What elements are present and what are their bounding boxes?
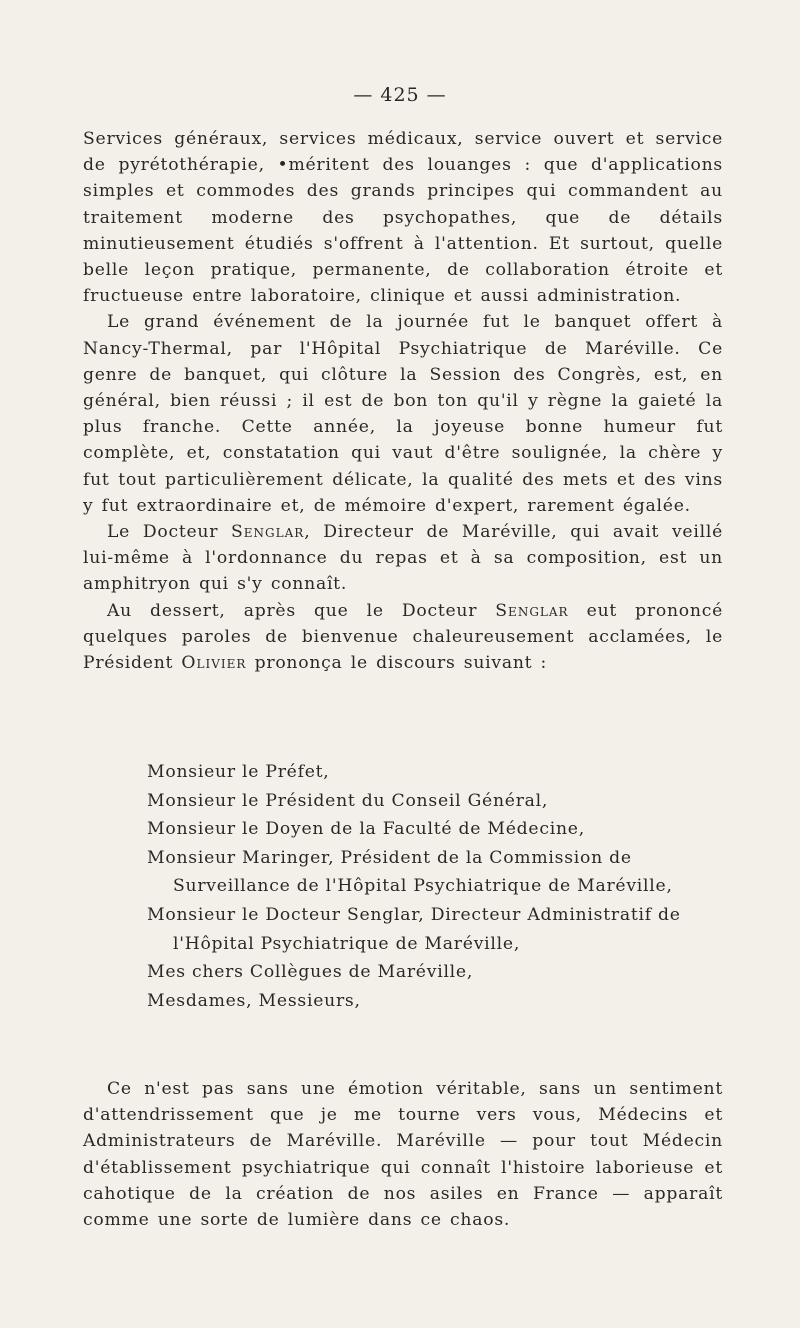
salutation-line: Mesdames, Messieurs, — [147, 990, 361, 1011]
salutation-line: Monsieur le Préfet, — [147, 762, 330, 782]
salutations-list — [147, 758, 747, 1015]
paragraph-senglar-before: Le Docteur — [107, 522, 231, 543]
paragraph-senglar-after: , Directeur de Maréville, qui avait veillé lui-même à l'ordonnance du repas et à sa composition, est un amphitryon qui s'y connaît. — [83, 522, 723, 595]
paragraph-dessert-before: Au dessert, après que le Docteur — [107, 600, 496, 621]
paragraph-dessert-after: prononça le discours suivant : — [246, 653, 548, 674]
salutation-line: Monsieur le Docteur Senglar, Directeur Administratif de l'Hôpital Psychiatrique de Maréville, — [147, 904, 681, 954]
closing-paragraph — [83, 1076, 723, 1233]
page-number: — 425 — — [353, 84, 447, 106]
salutation-line: Monsieur Maringer, Président de la Commission de Surveillance de l'Hôpital Psychiatrique de Maréville, — [147, 847, 673, 897]
paragraph-services: Services généraux, services médicaux, service ouvert et service de pyrétothérapie, •méritent des louanges : que d'applications simples et commodes des grands principes qui commandent au traitement moderne des psychopathes, que de détails minutieusement étudiés s'offrent à l'attention. Et surtout, quelle belle leçon pratique, permanente, de collaboration étroite et fructueuse entre laboratoire, clinique et aussi administration. — [83, 129, 723, 307]
paragraph-dessert-middle: eut prononcé quelques paroles de bienvenue chaleureusement acclamées, le Président — [83, 600, 723, 674]
salutation-line: Monsieur le Président du Conseil Général, — [147, 790, 549, 811]
closing-text: Ce n'est pas sans une émotion véritable, sans un sentiment d'attendrissement que je me tourne vers vous, Médecins et Administrateurs de Maréville. Maréville — pour tout Médecin d'établissement psychiatrique qui connaît l'histoire laborieuse et cahotique de la création de nos asiles en France — apparaît comme une sorte de lumière dans ce chaos. — [83, 1079, 723, 1231]
paragraph-senglar — [83, 519, 723, 598]
paragraph-banquet: Le grand événement de la journée fut le banquet offert à Nancy-Thermal, par l'Hôpital Psychiatrique de Maréville. Ce genre de banquet, qui clôture la Session des Congrès, est, en général, bien réussi ; il est de bon ton qu'il y règne la gaieté la plus franche. Cette année, la joyeuse bonne humeur fut complète, et, constatation qui vaut d'être soulignée, la chère y fut tout particulièrement délicate, la qualité des mets et des vins y fut extraordinaire et, de mémoire d'expert, rarement égalée. — [83, 312, 723, 516]
paragraph-dessert — [83, 598, 723, 677]
name-olivier: Olivier — [181, 653, 247, 674]
salutation-line: Monsieur le Doyen de la Faculté de Médecine, — [147, 819, 585, 840]
name-senglar: Senglar — [231, 522, 305, 543]
body-text — [83, 126, 723, 676]
salutation-line: Mes chers Collègues de Maréville, — [147, 962, 474, 983]
name-senglar-2: Senglar — [495, 600, 569, 621]
